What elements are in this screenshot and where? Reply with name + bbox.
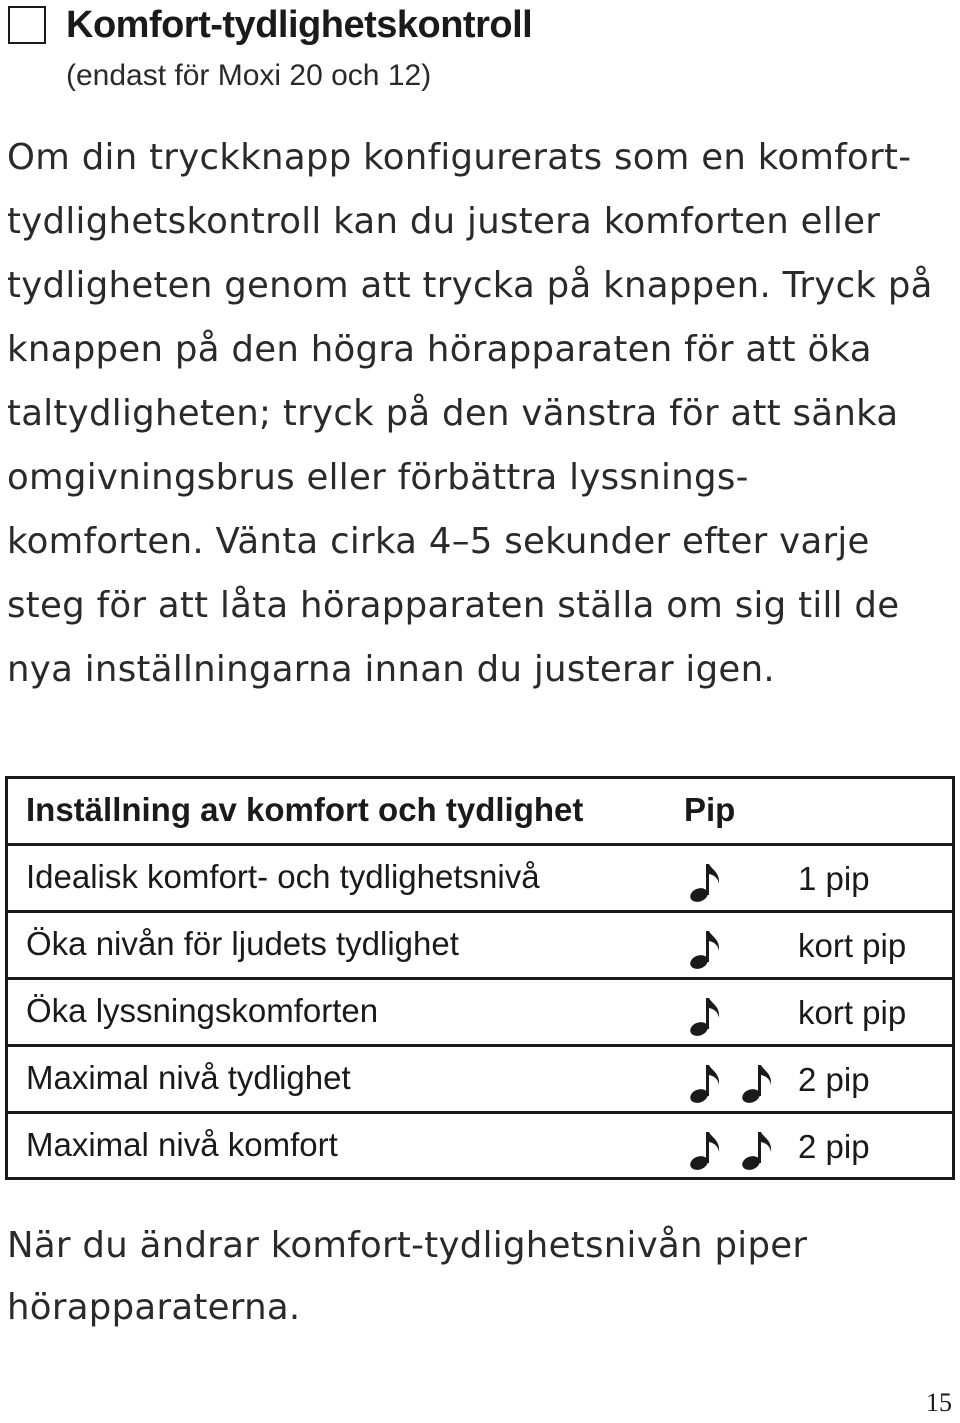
intro-line: Om din tryckknapp konfigurerats som en komfort- (7, 137, 912, 178)
row-setting: Maximal nivå komfort (26, 1126, 338, 1163)
page-number: 15 (926, 1388, 952, 1417)
table-row (8, 1047, 952, 1114)
eighth-note-icon (688, 1059, 724, 1105)
row-beep: 1 pip (798, 860, 870, 897)
eighth-note-icon (688, 858, 724, 904)
intro-line: tydligheten genom att trycka på knappen. Tryck på (7, 265, 933, 306)
table-header-row (8, 779, 952, 846)
section-title: Komfort-tydlighetskontroll (66, 4, 533, 46)
footer-paragraph (7, 1215, 957, 1339)
row-beep: kort pip (798, 927, 907, 964)
intro-line: knappen på den högra hörapparaten för att öka (7, 329, 872, 370)
table-row (8, 1114, 952, 1181)
checkbox-icon[interactable] (8, 6, 46, 44)
table-row (8, 846, 952, 913)
row-beep: 2 pip (798, 1061, 870, 1098)
eighth-note-icon (688, 858, 724, 902)
eighth-note-icon (688, 1126, 724, 1172)
footer-line: hörapparaterna. (7, 1287, 301, 1328)
table-row (8, 980, 952, 1047)
beep-table (5, 776, 955, 1180)
table-row (8, 913, 952, 980)
row-setting: Idealisk komfort- och tydlighetsnivå (26, 858, 540, 895)
intro-line: steg för att låta hörapparaten ställa om sig till de (7, 585, 900, 626)
intro-paragraph (7, 126, 957, 702)
eighth-note-icon (688, 925, 724, 969)
section-subtitle: (endast för Moxi 20 och 12) (66, 59, 432, 92)
intro-line: omgivningsbrus eller förbättra lyssnings- (7, 457, 749, 498)
header-beep: Pip (684, 791, 736, 828)
eighth-note-icon (688, 1126, 776, 1170)
eighth-note-icon (740, 1126, 776, 1172)
row-setting: Maximal nivå tydlighet (26, 1059, 351, 1096)
row-beep: 2 pip (798, 1128, 870, 1165)
eighth-note-icon (688, 992, 724, 1038)
eighth-note-icon (740, 1059, 776, 1105)
row-setting: Öka nivån för ljudets tydlighet (26, 925, 459, 962)
eighth-note-icon (688, 1059, 776, 1103)
eighth-note-icon (688, 992, 724, 1036)
eighth-note-icon (688, 925, 724, 971)
row-setting: Öka lyssningskomforten (26, 992, 379, 1029)
intro-line: tydlighetskontroll kan du justera komforten eller (7, 201, 881, 242)
intro-line: komforten. Vänta cirka 4–5 sekunder efter varje (7, 521, 870, 562)
footer-line: När du ändrar komfort-tydlighetsnivån piper (7, 1225, 808, 1266)
intro-line: taltydligheten; tryck på den vänstra för att sänka (7, 393, 899, 434)
header-setting: Inställning av komfort och tydlighet (26, 791, 584, 828)
intro-line: nya inställningarna innan du justerar igen. (7, 649, 775, 690)
row-beep: kort pip (798, 994, 907, 1031)
